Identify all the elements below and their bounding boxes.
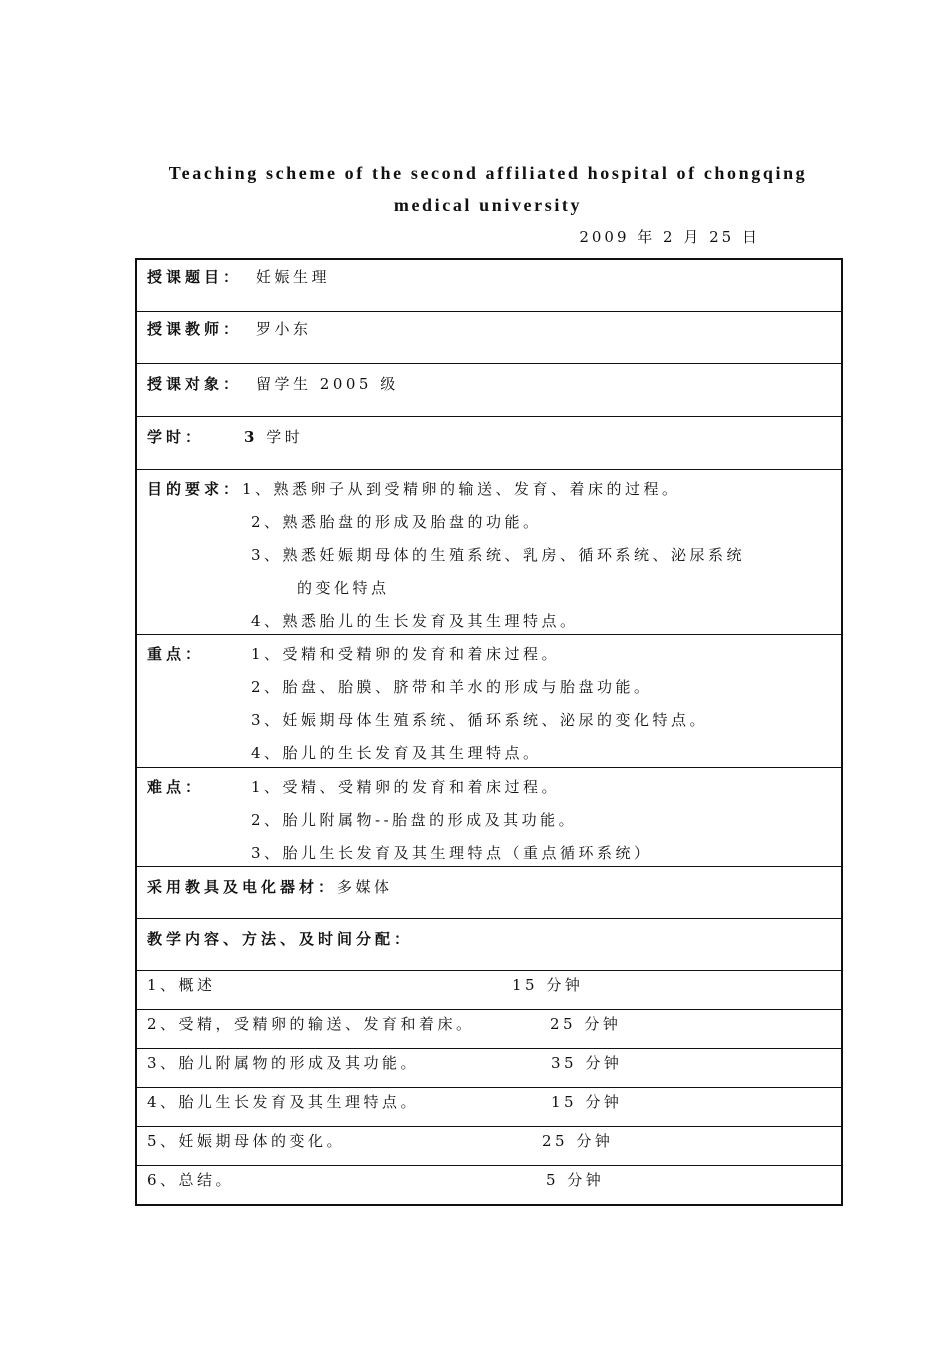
key-point-line	[147, 737, 831, 770]
key-point-line	[147, 638, 831, 671]
schedule-item: 1、概述	[147, 976, 216, 994]
schedule-time: 25 分钟	[550, 1015, 622, 1033]
hours-row	[137, 416, 841, 469]
objective-line	[147, 539, 831, 572]
key-point-item: 4、胎儿的生长发育及其生理特点。	[251, 744, 542, 762]
hours-number: 3	[244, 428, 258, 446]
schedule-item: 4、胎儿生长发育及其生理特点。	[147, 1093, 420, 1111]
key-points-row	[137, 634, 841, 767]
topic-row	[137, 260, 841, 311]
hours-label: 学时：	[147, 428, 205, 446]
key-point-item: 1、受精和受精卵的发育和着床过程。	[251, 645, 561, 663]
difficult-point-item: 3、胎儿生长发育及其生理特点（重点循环系统）	[251, 844, 653, 862]
audience-label: 授课对象：	[147, 375, 243, 393]
audience-value: 留学生 2005 级	[256, 375, 399, 393]
schedule-row	[137, 1126, 841, 1165]
hours-unit: 学时	[266, 428, 304, 446]
topic-label: 授课题目：	[147, 268, 243, 286]
document-date: 2009 年 2 月 25 日	[579, 228, 760, 246]
difficult-points-label: 难点：	[147, 778, 205, 796]
key-points-label: 重点：	[147, 645, 205, 663]
schedule-time: 5 分钟	[546, 1171, 605, 1189]
key-point-line	[147, 704, 831, 737]
teacher-label: 授课教师：	[147, 320, 243, 338]
teacher-row	[137, 311, 841, 363]
document-title-line2: medical university	[393, 195, 583, 215]
teaching-scheme-table	[135, 258, 843, 1206]
schedule-row	[137, 1165, 841, 1204]
difficult-points-row	[137, 767, 841, 866]
schedule-item: 6、总结。	[147, 1171, 235, 1189]
objective-item: 2、熟悉胎盘的形成及胎盘的功能。	[251, 513, 542, 531]
objective-item: 1、熟悉卵子从到受精卵的输送、发育、着床的过程。	[242, 480, 681, 498]
materials-row	[137, 866, 841, 918]
schedule-row	[137, 970, 841, 1009]
objective-continuation: 的变化特点	[297, 579, 390, 597]
difficult-point-item: 2、胎儿附属物--胎盘的形成及其功能。	[251, 811, 578, 829]
content-header: 教学内容、方法、及时间分配：	[147, 930, 414, 948]
schedule-item: 2、受精，受精卵的输送、发育和着床。	[147, 1015, 475, 1033]
materials-label: 采用教具及电化器材：	[147, 878, 338, 896]
schedule-row	[137, 1009, 841, 1048]
schedule-time: 15 分钟	[512, 976, 584, 994]
difficult-point-line	[147, 771, 831, 804]
objective-line	[147, 473, 831, 506]
document-title-line1: Teaching scheme of the second affiliated hospital of chongqing	[168, 163, 808, 183]
content-header-row	[137, 918, 841, 970]
schedule-time: 25 分钟	[542, 1132, 614, 1150]
audience-row	[137, 363, 841, 416]
objectives-row	[137, 469, 841, 634]
objective-line	[147, 506, 831, 539]
schedule-row	[137, 1087, 841, 1126]
difficult-point-line	[147, 804, 831, 837]
schedule-row	[137, 1048, 841, 1087]
teacher-value: 罗小东	[256, 320, 312, 338]
key-point-line	[147, 671, 831, 704]
objectives-label: 目的要求：	[147, 480, 243, 498]
topic-value: 妊娠生理	[256, 268, 331, 286]
materials-value: 多媒体	[337, 878, 393, 896]
schedule-time: 15 分钟	[551, 1093, 623, 1111]
schedule-time: 35 分钟	[551, 1054, 623, 1072]
key-point-item: 2、胎盘、胎膜、脐带和羊水的形成与胎盘功能。	[251, 678, 653, 696]
difficult-point-item: 1、受精、受精卵的发育和着床过程。	[251, 778, 561, 796]
schedule-item: 3、胎儿附属物的形成及其功能。	[147, 1054, 420, 1072]
key-point-item: 3、妊娠期母体生殖系统、循环系统、泌尿的变化特点。	[251, 711, 709, 729]
schedule-item: 5、妊娠期母体的变化。	[147, 1132, 346, 1150]
objective-item: 4、熟悉胎儿的生长发育及其生理特点。	[251, 612, 579, 630]
objective-item: 3、熟悉妊娠期母体的生殖系统、乳房、循环系统、泌尿系统	[251, 546, 746, 564]
